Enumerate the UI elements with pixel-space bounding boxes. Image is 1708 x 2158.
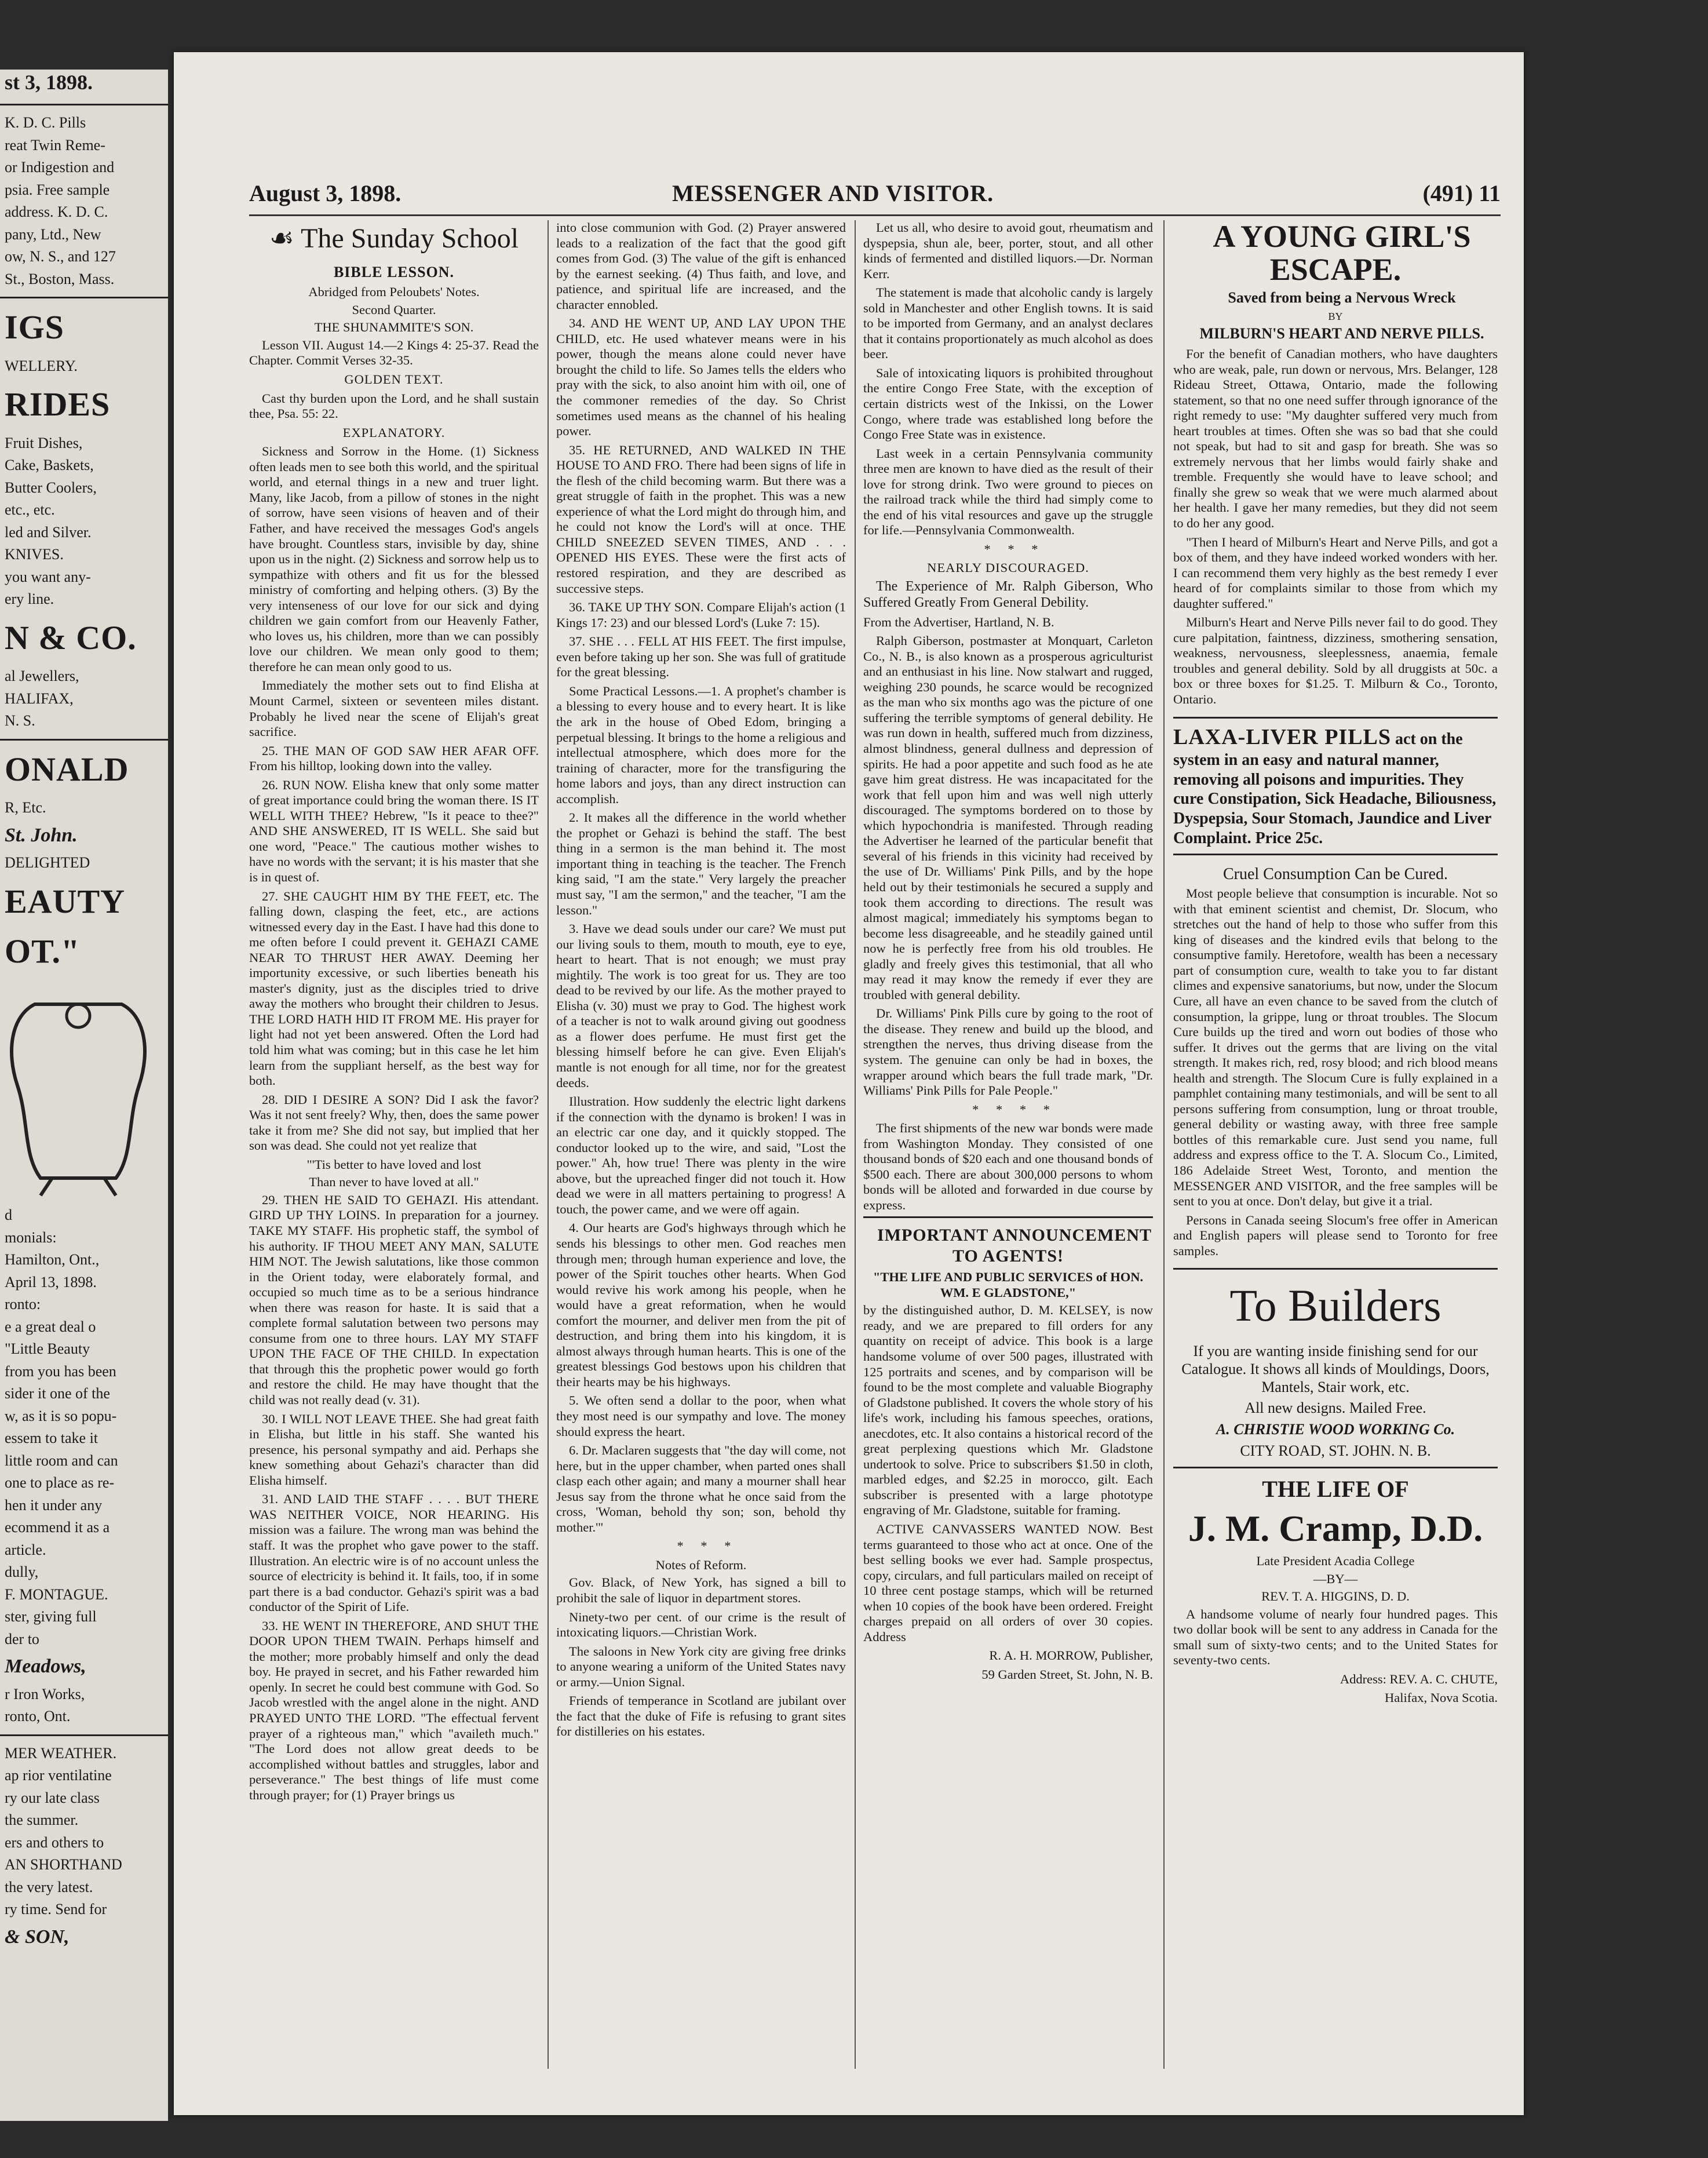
paragraph: 33. HE WENT IN THEREFORE, AND SHUT THE DOOR UPON THEM TWAIN. Perhaps himself and the mother; more probably himself and only the dead boy. He prayed in secret, and his Father rewarded him openly. In secret he could best commune with God. So Jacob wrestled with the angel alone in the night. AND PRAYED UNTO THE LORD. "The effectual fervent prayer of a righteous man," which "availeth much." "The Lord does not allow great deeds to be accomplished without battles and struggles, labor and perseverance." The best things of life must come through prayer; for (1) Prayer brings us [249,1618,539,1802]
ad-text: All new designs. Mailed Free. [1244,1399,1426,1417]
verse-line: "'Tis better to have loved and lost [306,1157,481,1172]
left-line: etc., etc. [5,501,55,518]
paragraph: 2. It makes all the difference in the world whether the prophet or Gehazi is behind the staff. The best thing in a sermon is the man behind it. The most important thing in teaching is the teacher. The French king said, "I am the state." Very largely the preacher must say, "I am the sermon," and the teacher, "I am the lesson." [556,810,846,917]
paragraph: by the distinguished author, D. M. KELSEY, is now ready, and we are prepared to fill orders for any quantity on receipt of advice. This book is a large handsome volume of over 500 pages, illustrated with 125 portraits and scenes, and by comparison will be found to be the most complete and valuable Biography of Gladstone published. It covers the whole story of his life's work, including his famous speeches, orations, anecdotes, etc. It also contains a historical record of the great perplexing questions which Mr. Gladstone undertook to solve. Price to subscribers $1.50 in cloth, marbled edges, and $2.25 in morocco, gilt. Each subscriber is presented with a large phototype engraving of Mr. Gladstone, suitable for framing. [863,1303,1153,1518]
section-divider: * * * * [972,1102,1057,1117]
left-line: DELIGHTED [5,854,90,871]
paragraph: Last week in a certain Pennsylvania community three men are known to have died as the result of their love for strong drink. Two were ground to pieces on the railroad track while the third had simply come to the end of his vital resources and gave up the struggle for life.—Pennsylvania Commonwealth. [863,446,1153,538]
paragraph: Persons in Canada seeing Slocum's free offer in American and English papers will please send to Toronto for free samples. [1173,1212,1498,1258]
paragraph: 35. HE RETURNED, AND WALKED IN THE HOUSE TO AND FRO. There had been signs of life in the flesh of the child becoming warm. But there was a great struggle of faith in the prophet. This was a new experience of what the Lord might do through him, and he could not know the Lord's will at once. THE CHILD SNEEZED SEVEN TIMES, AND . . . OPENED HIS EYES. These were the first acts of restored respiration, and they are described as successive steps. [556,442,846,596]
paragraph: 34. AND HE WENT UP, AND LAY UPON THE CHILD, etc. He used whatever means were in his power, though the means alone could never have brought the child to life. So James tells the elders who pray with the sick, to also anoint him with oil, one of the commoner remedies of the day. So Christ sometimes used means as the channel of his healing power. [556,316,846,439]
paragraph: Friends of temperance in Scotland are jubilant over the fact that the duke of Fife is refusing to grant sites for distilleries on his estates. [556,1693,846,1739]
subheading: Cruel Consumption Can be Cured. [1222,865,1448,884]
paragraph: The saloons in New York city are giving free drinks to anyone wearing a uniform of the United States navy or army.—Union Signal. [556,1643,846,1689]
left-line: AN SHORTHAND [5,1856,122,1873]
rule [0,739,168,741]
column-lesson-continued [556,220,846,2069]
paragraph: Immediately the mother sets out to find Elisha at Mount Carmel, sixteen or seventeen miles distant. Probably he lived near the scene of Elijah's great sacrifice. [249,678,539,739]
laxa-liver-ad [1173,717,1498,856]
left-line: F. MONTAGUE. [5,1585,108,1603]
lesson-subject: THE SHUNAMMITE'S SON. [314,320,474,335]
left-line: ers and others to [5,1833,104,1851]
left-line: sider it one of the [5,1385,110,1402]
paragraph: Some Practical Lessons.—1. A prophet's chamber is a blessing to every house and to every heart. It is like the ark in the house of Obed Edom, bringing a perpetual blessing. It brings to the home a religious and intellectual atmosphere, which does more for the training of character, more for the transfiguring the home labors and joys, than any direct instruction can accomplish. [556,683,846,806]
paragraph: ACTIVE CANVASSERS WANTED NOW. Best terms guaranteed to those who act at once. One of the best selling books we ever had. Sample prospectus, copy, circulars, and full particulars mailed on receipt of 10 three cent postage stamps, which will be returned when 10 copies of the book have been ordered. Freight charges prepaid on all orders of over 30 copies. Address [863,1521,1153,1644]
subheading: NEARLY DISCOURAGED. [927,560,1089,575]
left-line: article. [5,1541,46,1558]
left-line: the summer. [5,1811,79,1828]
left-date: st 3, 1898. [5,71,93,94]
ad-text: act on the system in an easy and natural manner, removing all poisons and impurities. They cure Constipation, Sick Headache, Biliousness, Dyspepsia, Sour Stomach, Jaundice and Liver Complaint. Price 25c. [1173,730,1497,847]
left-line: MER WEATHER. [5,1744,117,1762]
left-line: dully, [5,1563,39,1580]
subheading: EXPLANATORY. [342,425,446,440]
page-header [249,174,1501,216]
column-advertisements [1173,220,1498,2069]
left-line: Hamilton, Ont., [5,1251,100,1268]
left-subheading: Meadows, [5,1656,86,1677]
left-line: ecommend it as a [5,1519,110,1536]
adjacent-page-fragment [0,70,168,2121]
left-line: or Indigestion and [5,159,115,176]
masthead: MESSENGER AND VISITOR. [672,180,994,206]
left-line: der to [5,1630,39,1647]
ad-headline: A YOUNG GIRL'S ESCAPE. [1213,220,1471,287]
announcement-heading: IMPORTANT ANNOUNCEMENT TO AGENTS! [863,1216,1153,1266]
paragraph: From the Advertiser, Hartland, N. B. [863,614,1054,629]
paragraph: Cast thy burden upon the Lord, and he shall sustain thee, Psa. 55: 22. [249,391,539,421]
ad-address: Address: REV. A. C. CHUTE, [1340,1671,1498,1686]
left-line: little room and can [5,1452,118,1469]
left-line: you want any- [5,568,91,585]
section-divider: * * * [984,541,1045,556]
left-line: address. K. D. C. [5,203,108,220]
ad-by: BY [1328,311,1343,323]
paragraph: 3. Have we dead souls under our care? We must put our living souls to them, mouth to mouth, eye to eye, heart to heart. That is not enough; we must pray mightily. The work is too great for us. They are too dead to be revived by our life. As the mother prayed to Elisha (v. 30) must we pray to God. The highest work of a teacher is not to walk around giving out goodness as a flower does perfume. He must first get the blessing himself before he can give. Even Elijah's mantle is not enough for all time, nor for the greatest deeds. [556,921,846,1090]
left-subheading: & SON, [5,1926,70,1948]
left-heading: IGS [5,308,64,346]
paragraph: 27. SHE CAUGHT HIM BY THE FEET, etc. The falling down, clasping the feet, etc., are actions witnessed every day in the East. I have had this done to me often before I could prevent it. GEHAZI CAME NEAR TO THRUST HER AWAY. Deeming her importunity excessive, or such liberties beneath his master's dignity, just as the disciples tried to drive away the mothers who brought their children to Jesus. THE LORD HATH HID IT FROM ME. His prayer for light had not yet been answered. Often the Lord had told him what was coming; but in this case he let him learn from the suppliant herself, as the best way for both. [249,888,539,1088]
paragraph: Ninety-two per cent. of our crime is the result of intoxicating liquors.—Christian Work. [556,1609,846,1640]
left-line: monials: [5,1229,57,1246]
left-heading: OT." [5,932,81,970]
subheading: GOLDEN TEXT. [344,372,444,387]
lesson-quarter: Second Quarter. [352,302,436,317]
left-heading: N & CO. [5,618,137,657]
rule [0,104,168,105]
ad-brand: LAXA-LIVER PILLS [1173,724,1392,749]
ad-headline: To Builders [1229,1280,1441,1331]
ad-text: —BY— [1313,1571,1358,1586]
section-heading: ☙ The Sunday School [269,223,519,254]
left-line: ery line. [5,590,54,607]
left-line: "Little Beauty [5,1340,90,1357]
left-line: ry our late class [5,1789,100,1806]
left-line: HALIFAX, [5,690,74,707]
left-subheading: St. John. [5,824,78,846]
paragraph: Illustration. How suddenly the electric light darkens if the connection with the dynamo is broken! I was in an electric car one day, and it quickly stopped. The conductor looked up to the wire, and said, "Lost the power." Ah, how true! There was plenty in the wire above, but the upreached finger did not touch it. How dead we were in all matters pertaining to progress! A touch, the power came, and we were off again. [556,1094,846,1216]
paragraph: 5. We often send a dollar to the poor, when what they most need is our sympathy and love. The money should express the heart. [556,1393,846,1439]
left-line: psia. Free sample [5,181,110,198]
paragraph: For the benefit of Canadian mothers, who have daughters who are weak, pale, run down or nervous, Mrs. Belanger, 128 Rideau Street, Ottawa, Ontario, made the following statement, so that no one need suffer through ignorance of the right remedy to use: "My daughter suffered very much from heart troubles at times. Often she was so bad that she could not speak, but had to sit and gasp for breath. She was so extremely nervous that her limbs would fairly shake and tremble. Frequently she would have to leave school; and finally she grew so weak that we were much alarmed about her health. I gave her many remedies, but they did not seem to do her any good. [1173,346,1498,530]
left-line: R, Etc. [5,799,46,816]
ad-address: CITY ROAD, ST. JOHN. N. B. [1240,1442,1431,1459]
left-line: KNIVES. [5,546,64,563]
paragraph: into close communion with God. (2) Prayer answered leads to a realization of the fact that the good gift comes from God. (3) The value of the gift is enhanced by the earnest seeking. (4) Thus faith, and love, and patience, and spiritual life are increased, and the character ennobled. [556,220,846,312]
ad-text: A handsome volume of nearly four hundred pages. This two dollar book will be sent to any address in Canada for the small sum of sixty-two cents; and to the United States for seventy-two cents. [1173,1606,1498,1668]
left-line: e a great deal o [5,1318,96,1335]
paragraph: "Then I heard of Milburn's Heart and Nerve Pills, and got a box of them, and they have indeed worked wonders with her. I can recommend them very highly as the best remedy I ever heard of for complaints similar to those from which my daughter suffered." [1173,534,1498,611]
left-line: reat Twin Reme- [5,136,105,154]
left-line: led and Silver. [5,523,92,541]
ad-text: Late President Acadia College [1256,1554,1415,1569]
paragraph: 25. THE MAN OF GOD SAW HER AFAR OFF. From his hilltop, looking down into the valley. [249,743,539,774]
ad-company: A. CHRISTIE WOOD WORKING Co. [1216,1420,1455,1438]
left-line: St., Boston, Mass. [5,270,115,287]
left-line: d [5,1206,12,1223]
paragraph: Gov. Black, of New York, has signed a bill to prohibit the sale of liquor in department stores. [556,1575,846,1606]
left-line: ster, giving full [5,1608,97,1625]
paragraph: Most people believe that consumption is incurable. Not so with that eminent scientist and chemist, Dr. Slocum, who stretches out the hand of help to those who suffer from this king of diseases and the kindred evils that belong to the consumptive family. Heretofore, wealth has been a necessary part of consumption cure, wealth to take you to far distant climes and expensive sanatoriums, but now, under the Slocum Cure, all have an even chance to be saved from the clutch of consumption, la grippe, lung or throat troubles. The Slocum Cure builds up the tired and worn out bodies of those who suffer. It drives out the germs that are living on the vital strength. It makes rich, red, rosy blood; and rich blood means health and strength. The Slocum Cure is fully explained in a pamphlet containing many testimonials, and will be sent to all persons suffering from consumption, lung or throat trouble, general debility or wasting away, with three free sample bottles of this remarkable cure. Just send you name, full address and express office to the T. A. Slocum Co., Limited, 186 Adelaide Street West, Toronto, and mention the MESSENGER AND VISITOR, and the free samples will be sent to you at once. Don't delay, but give it a trial. [1173,886,1498,1209]
paragraph: 28. DID I DESIRE A SON? Did I ask the favor? Was it not sent freely? Why, then, does the same power take it from me? She did not say, but implied that her son was dead. She could not yet realize that [249,1092,539,1153]
paragraph: 4. Our hearts are God's highways through which he sends his blessings to other men. God reaches men through men; through human experience and love, the power of the Spirit touches other hearts. When God would revive his work among his people, when he would have a great reformation, when he would comfort the mourner, and deliver men from the pit of destruction, and bring them into his kingdom, it is almost always through human hearts. This is one of the greatest blessings God bestows upon his children that their hearts may be his highways. [556,1220,846,1389]
ad-text: If you are wanting inside finishing send for our Catalogue. It shows all kinds of Mouldings, Doors, Mantels, Stair work, etc. [1181,1343,1490,1395]
page-number: (491) 11 [1422,180,1501,206]
left-heading: RIDES [5,385,111,423]
lesson-source: Abridged from Peloubets' Notes. [308,285,480,300]
section-divider: * * * [677,1539,738,1554]
left-line: ry time. Send for [5,1901,107,1918]
column-rule [855,220,856,2069]
left-line: pany, Ltd., New [5,225,101,243]
ad-product: MILBURN'S HEART AND NERVE PILLS. [1199,325,1484,342]
paragraph: Let us all, who desire to avoid gout, rheumatism and dyspepsia, shun ale, beer, porter, stout, and all other kinds of fermented and distilled liquors.—Dr. Norman Kerr. [863,220,1153,281]
ornament-icon: ☙ [269,223,301,254]
column-temperance-and-ads [863,220,1153,2069]
ad-title: J. M. Cramp, D.D. [1188,1507,1483,1549]
left-line: r Iron Works, [5,1685,85,1703]
left-line: Butter Coolers, [5,479,97,496]
paragraph: 36. TAKE UP THY SON. Compare Elijah's action (1 Kings 17: 23) and our blessed Lord's (Luke 7: 15). [556,600,846,630]
paragraph: Ralph Giberson, postmaster at Monquart, Carleton Co., N. B., is also known as a prosperous agriculturist and an enthusiast in his line. Now stalwart and rugged, weighing 230 pounds, he scarce would be recognized as the man who six months ago was the picture of one suffering the terrible symptoms of general debility. He was run down in health, suffered much from dizziness, almost blindness, general dullness and depression of spirits. He had a poor appetite and such food as he ate gave him great distress. He was incapacitated for the work that fell upon him and was well nigh utterly discouraged. The symptoms bordered on to those by which hypochondria is manifested. Through reading the Advertiser he learned of the particular benefit that several of his friends in this vicinity had received by the use of Dr. Williams' Pink Pills, and by the hope held out by their testimonials he secured a supply and took them according to directions. The result was almost magical; immediately his symptoms began to become less disagreeable, and he steadily gained until now he is perfectly free from his old troubles. He gladly and freely gives this testimonial, that all who may read it may know the remedy if ever they are troubled with general debility. [863,633,1153,1002]
paragraph: Sickness and Sorrow in the Home. (1) Sickness often leads men to see both this world, and the spiritual world, and eternal things in a new and truer light. Many, like Jacob, from a pillow of stones in the night of sorrow, have seen visions of heaven and of their Father, and have received the messages God's angels have brought. Countless stars, invisible by day, shine upon us in the night. (2) Sickness and sorrow help us to sympathize with others and fit us for the blessed ministry of comforting and helping others. (3) By the very intenseness of our love for our sick and dying children we gain comfort from our Heavenly Father, who loves us, his children, more than we can possibly love our children. We mean only good to them; therefore he can mean only good to us. [249,444,539,674]
left-line: Fruit Dishes, [5,434,83,451]
paragraph: The first shipments of the new war bonds were made from Washington Monday. They consisted of one thousand bonds of $20 each and one thousand bonds of $500 each. There are about 300,000 persons to whom bonds will be alloted and forwarded in due course by express. [863,1121,1153,1212]
paragraph: Sale of intoxicating liquors is prohibited throughout the entire Congo Free State, with the exception of certain districts west of the Inkissi, on the Lower Congo, where trade was established long before the Congo Free State was in existence. [863,365,1153,442]
column-rule [548,220,549,2069]
paragraph: 31. AND LAID THE STAFF . . . . BUT THERE WAS NEITHER VOICE, NOR HEARING. His mission was a failure. The wrong man was behind the staff. It was the prophet who gave power to the staff. Illustration. An electric wire is of no account unless the source of electricity is behind it. It fails, too, if in some part there is a bad conductor. Gehazi's spirit was a bad conductor of the Spirit of Life. [249,1492,539,1614]
paragraph: 37. SHE . . . FELL AT HIS FEET. The first impulse, even before taking up her son. She was full of gratitude for the great blessing. [556,634,846,680]
cramp-book-ad [1173,1467,1498,1706]
left-line: ronto, Ont. [5,1708,71,1725]
rule [0,297,168,298]
bottle-illustration [0,981,156,1201]
newspaper-page [174,52,1524,2115]
signature-address: 59 Garden Street, St. John, N. B. [981,1667,1153,1682]
left-line: K. D. C. Pills [5,114,86,131]
rule [0,1734,168,1736]
ad-author: REV. T. A. HIGGINS, D. D. [1261,1589,1410,1604]
left-line: one to place as re- [5,1474,115,1491]
ad-headline: THE LIFE OF [1262,1476,1409,1503]
paragraph: Lesson VII. August 14.—2 Kings 4: 25-37. Read the Chapter. Commit Verses 32-35. [249,337,539,368]
subheading: Notes of Reform. [655,1557,747,1572]
left-line: w, as it is so popu- [5,1407,117,1424]
left-line: ow, N. S., and 127 [5,248,116,265]
paragraph: 30. I WILL NOT LEAVE THEE. She had great faith in Elisha, but little in his staff. She wanted his presence, his personal sympathy and aid. Perhaps she knew something about Gehazi's character than did Elisha himself. [249,1411,539,1488]
left-line: N. S. [5,712,35,729]
paragraph: 6. Dr. Maclaren suggests that "the day will come, not here, but in the upper chamber, when parted ones shall clasp each other again; and many a mourner shall hear Jesus say from the throne what he once said from the cross, 'Woman, behold thy son; son, behold thy mother.'" [556,1443,846,1534]
left-line: from you has been [5,1362,116,1380]
signature: R. A. H. MORROW, Publisher, [989,1648,1153,1663]
verse-line: Than never to have loved at all." [309,1175,479,1190]
left-line: hen it under any [5,1496,103,1514]
paragraph: The Experience of Mr. Ralph Giberson, Who Suffered Greatly From General Debility. [863,579,1153,611]
paragraph: Milburn's Heart and Nerve Pills never fail to do good. They cure palpitation, faintness, dizziness, smothering sensation, weakness, nervousness, sleeplessness, anaemia, female troubles and general debility. Sold by all druggists at 50c. a box or three boxes for $1.25. T. Milburn & Co., Toronto, Ontario. [1173,615,1498,706]
paragraph: Dr. Williams' Pink Pills cure by going to the root of the disease. They renew and build up the blood, and strengthen the nerves, thus driving disease from the system. The genuine can only be had in boxes, the wrapper around which bears the full trade mark, "Dr. Williams' Pink Pills for Pale People." [863,1006,1153,1098]
left-heading: ONALD [5,750,129,788]
builders-ad [1173,1268,1498,1460]
left-heading: EAUTY [5,882,126,920]
column-sunday-school [249,220,539,2069]
left-line: al Jewellers, [5,668,79,684]
lesson-title: BIBLE LESSON. [333,263,455,280]
left-line: April 13, 1898. [5,1273,97,1291]
left-line: essem to take it [5,1430,98,1446]
ad-subheadline: Saved from being a Nervous Wreck [1228,289,1456,307]
left-line: WELLERY. [5,357,78,374]
left-line: ap rior ventilatine [5,1767,112,1784]
column-rule [1163,220,1165,2069]
paragraph: The statement is made that alcoholic candy is largely sold in Manchester and other English towns. It is said to be imported from Germany, and an analyst declares that it contains proportionately as much alcohol as does beer. [863,285,1153,362]
paragraph: 26. RUN NOW. Elisha knew that only some matter of great importance could bring the woman there. IS IT WELL WITH THEE? Hebrew, "Is it peace to thee?" AND SHE ANSWERED, IT IS WELL. She said but one word, "Peace." The cautious mother wishes to have no words with the servant; it is his master that she is in quest of. [249,777,539,884]
left-line: ronto: [5,1296,41,1313]
ad-address: Halifax, Nova Scotia. [1385,1690,1498,1705]
left-line: Cake, Baskets, [5,457,94,473]
book-title: "THE LIFE AND PUBLIC SERVICES of HON. WM. E GLADSTONE," [873,1270,1144,1300]
issue-date: August 3, 1898. [249,180,402,206]
paragraph: 29. THEN HE SAID TO GEHAZI. His attendant. GIRD UP THY LOINS. In preparation for a journey. TAKE MY STAFF. His prophetic staff, the symbol of his authority. IF THOU MEET ANY MAN, SALUTE HIM NOT. The Jewish salutations, like those common in the Orient today, were elaborately formal, and occupied so much time as to be a serious hindrance when there was reason for haste. It is said that a complete formal salutation between two persons may consume from one to three hours. LAY MY STAFF UPON THE FACE OF THE CHILD. In expectation that through this the prophetic power would go forth and restore the child. He may have thought that the child was not really dead (v. 31). [249,1192,539,1408]
left-line: the very latest. [5,1878,93,1895]
